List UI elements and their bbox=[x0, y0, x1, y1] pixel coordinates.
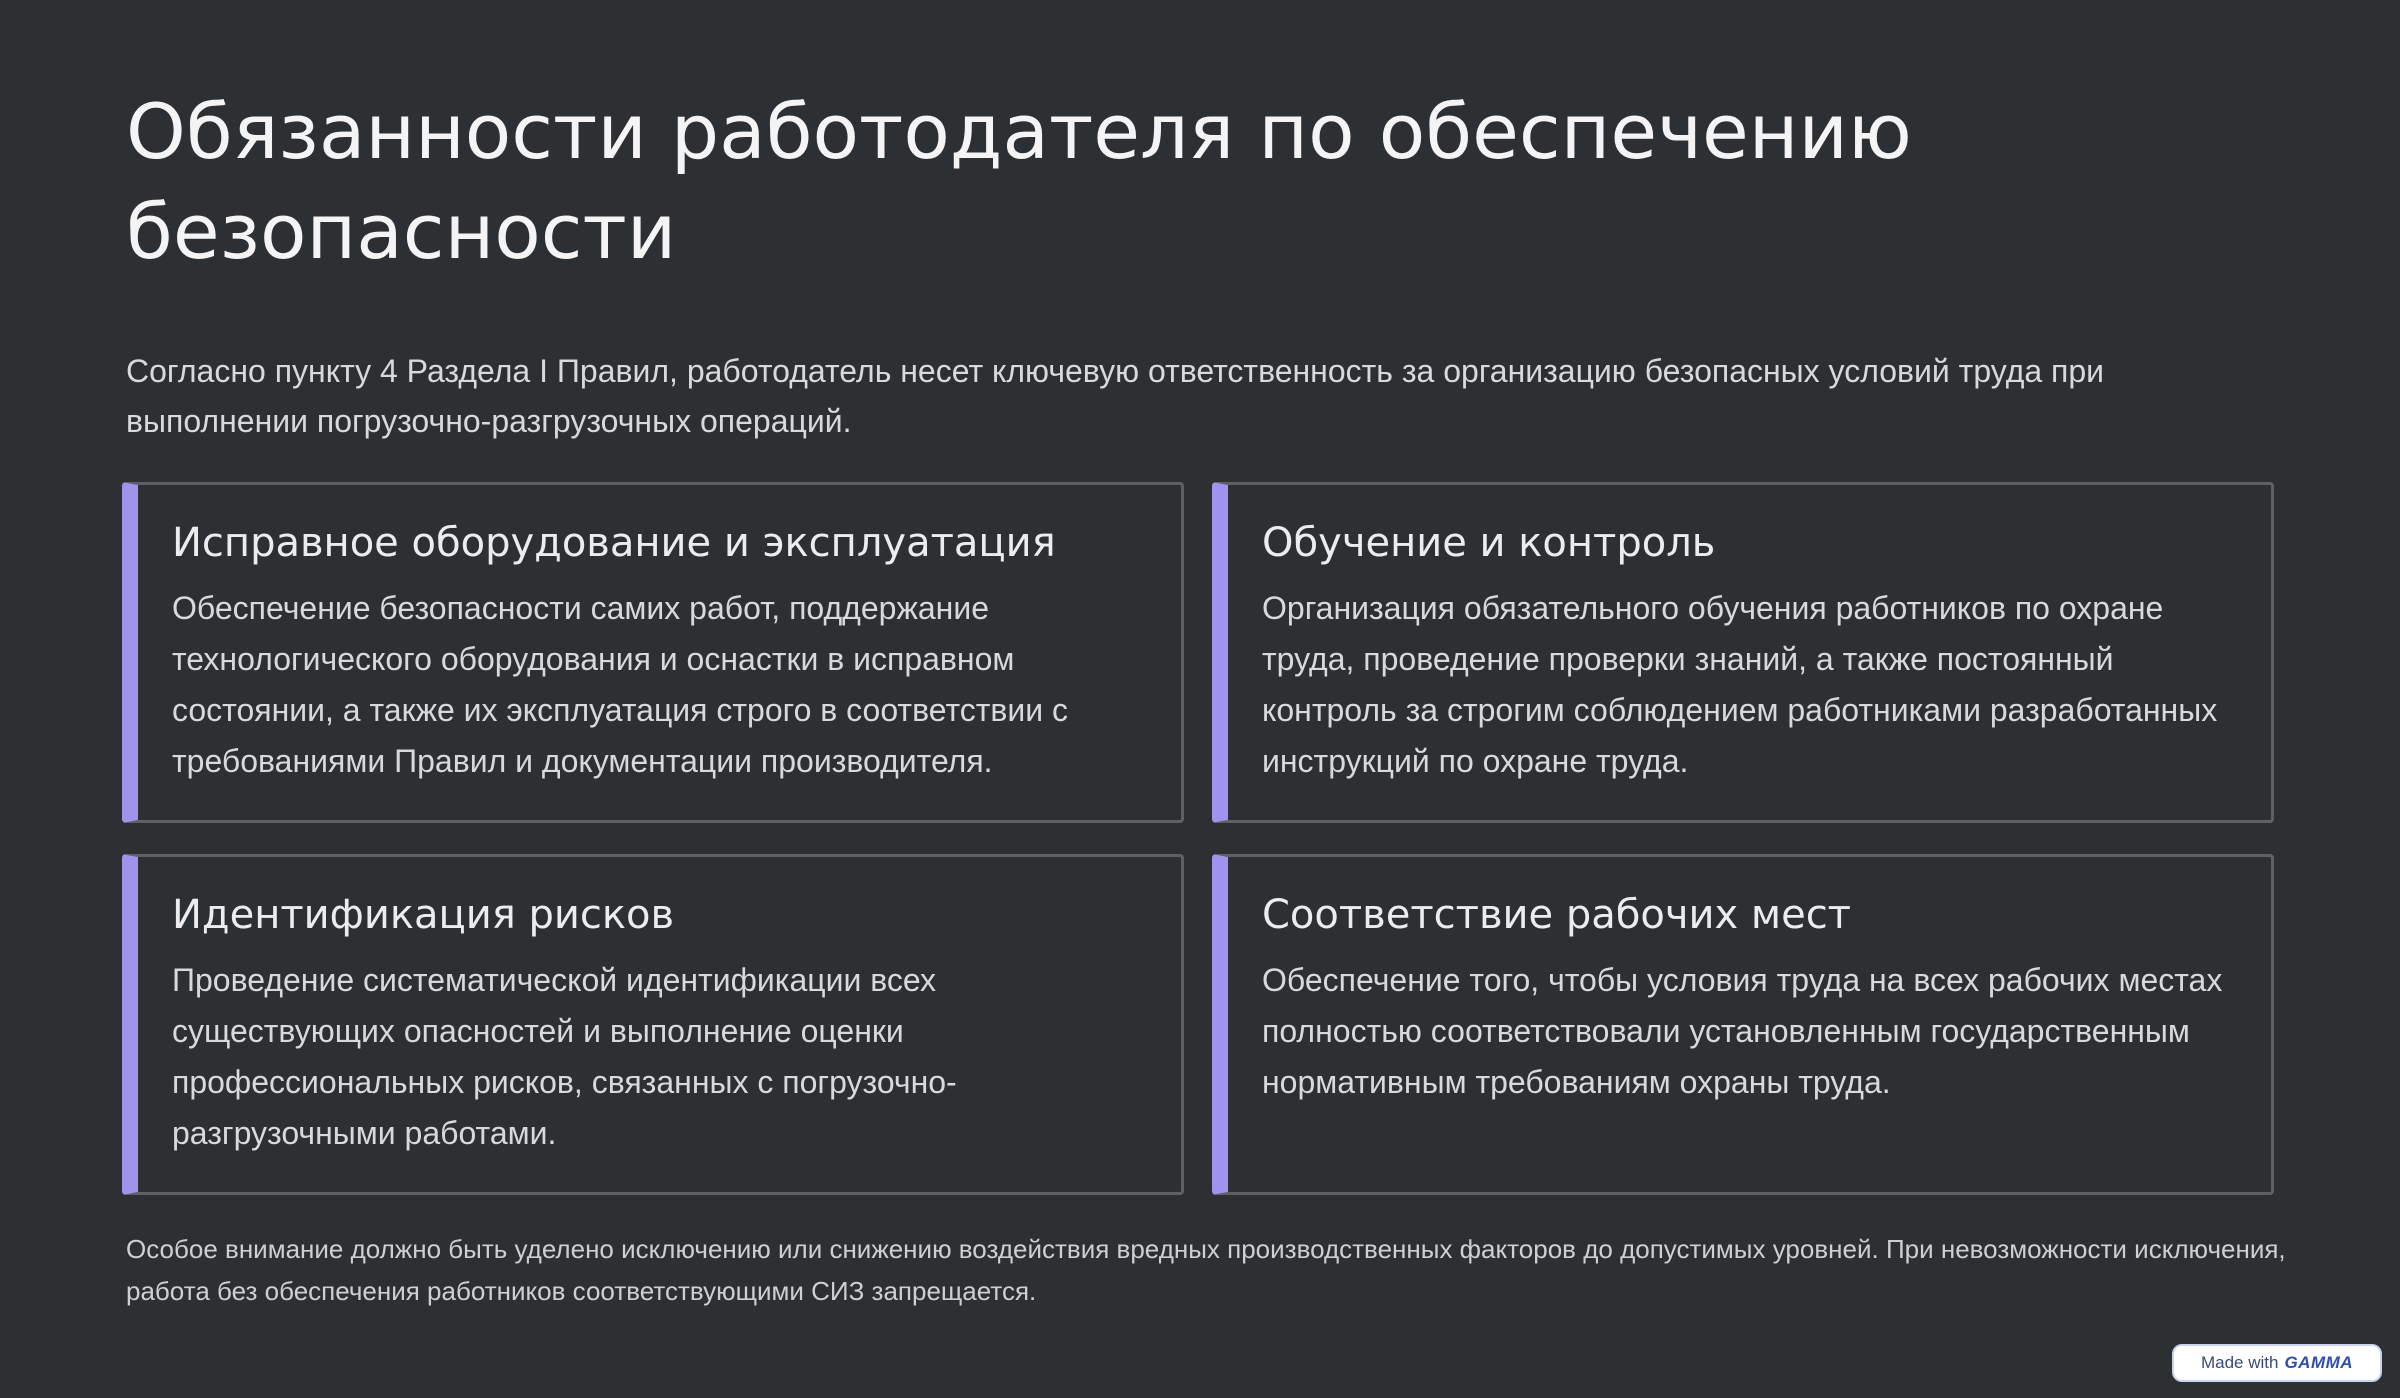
card-title: Соответствие рабочих мест bbox=[1262, 892, 1851, 938]
card-text: Проведение систематической идентификации всех существующих опасностей и выполнение оценки профессиональных рисков, связанных с погрузочно-разгрузочными работами. bbox=[172, 962, 957, 1151]
badge-prefix: Made with bbox=[2200, 1353, 2279, 1372]
card-text: Обеспечение безопасности самих работ, поддержание технологического оборудования и оснастки в исправном состоянии, а также их эксплуатация строго в соответствии с требованиями Правил и документации производителя. bbox=[172, 590, 1069, 779]
page-title: Обязанности работодателя по обеспечению безопасности bbox=[126, 87, 1912, 276]
card-title: Исправное оборудование и эксплуатация bbox=[172, 520, 1056, 566]
card-title: Обучение и контроль bbox=[1262, 520, 1716, 566]
card-title: Идентификация рисков bbox=[172, 892, 675, 938]
card-text: Организация обязательного обучения работников по охране труда, проведение проверки знаний, а также постоянный контроль за строгим соблюдением работниками разработанных инструкций по охране труда. bbox=[1262, 590, 2218, 779]
intro-text: Согласно пункту 4 Раздела I Правил, работодатель несет ключевую ответственность за организацию безопасных условий труда при выполнении погрузочно-разгрузочных операций. bbox=[126, 353, 2105, 439]
card-workplaces bbox=[1212, 854, 2274, 1195]
card-risks bbox=[122, 854, 1184, 1195]
card-training bbox=[1212, 482, 2274, 823]
made-with-gamma-badge[interactable] bbox=[2172, 1344, 2382, 1382]
footnote-text: Особое внимание должно быть уделено исключению или снижению воздействия вредных производственных факторов до допустимых уровней. При невозможности исключения, работа без обеспечения работников соответствующими СИЗ запрещается. bbox=[126, 1234, 2286, 1306]
card-equipment bbox=[122, 482, 1184, 823]
cards-grid bbox=[122, 482, 2274, 1195]
card-text: Обеспечение того, чтобы условия труда на всех рабочих местах полностью соответствовали установленным государственным нормативным требованиям охраны труда. bbox=[1262, 962, 2223, 1100]
gamma-logo: GAMMA bbox=[2284, 1353, 2354, 1372]
